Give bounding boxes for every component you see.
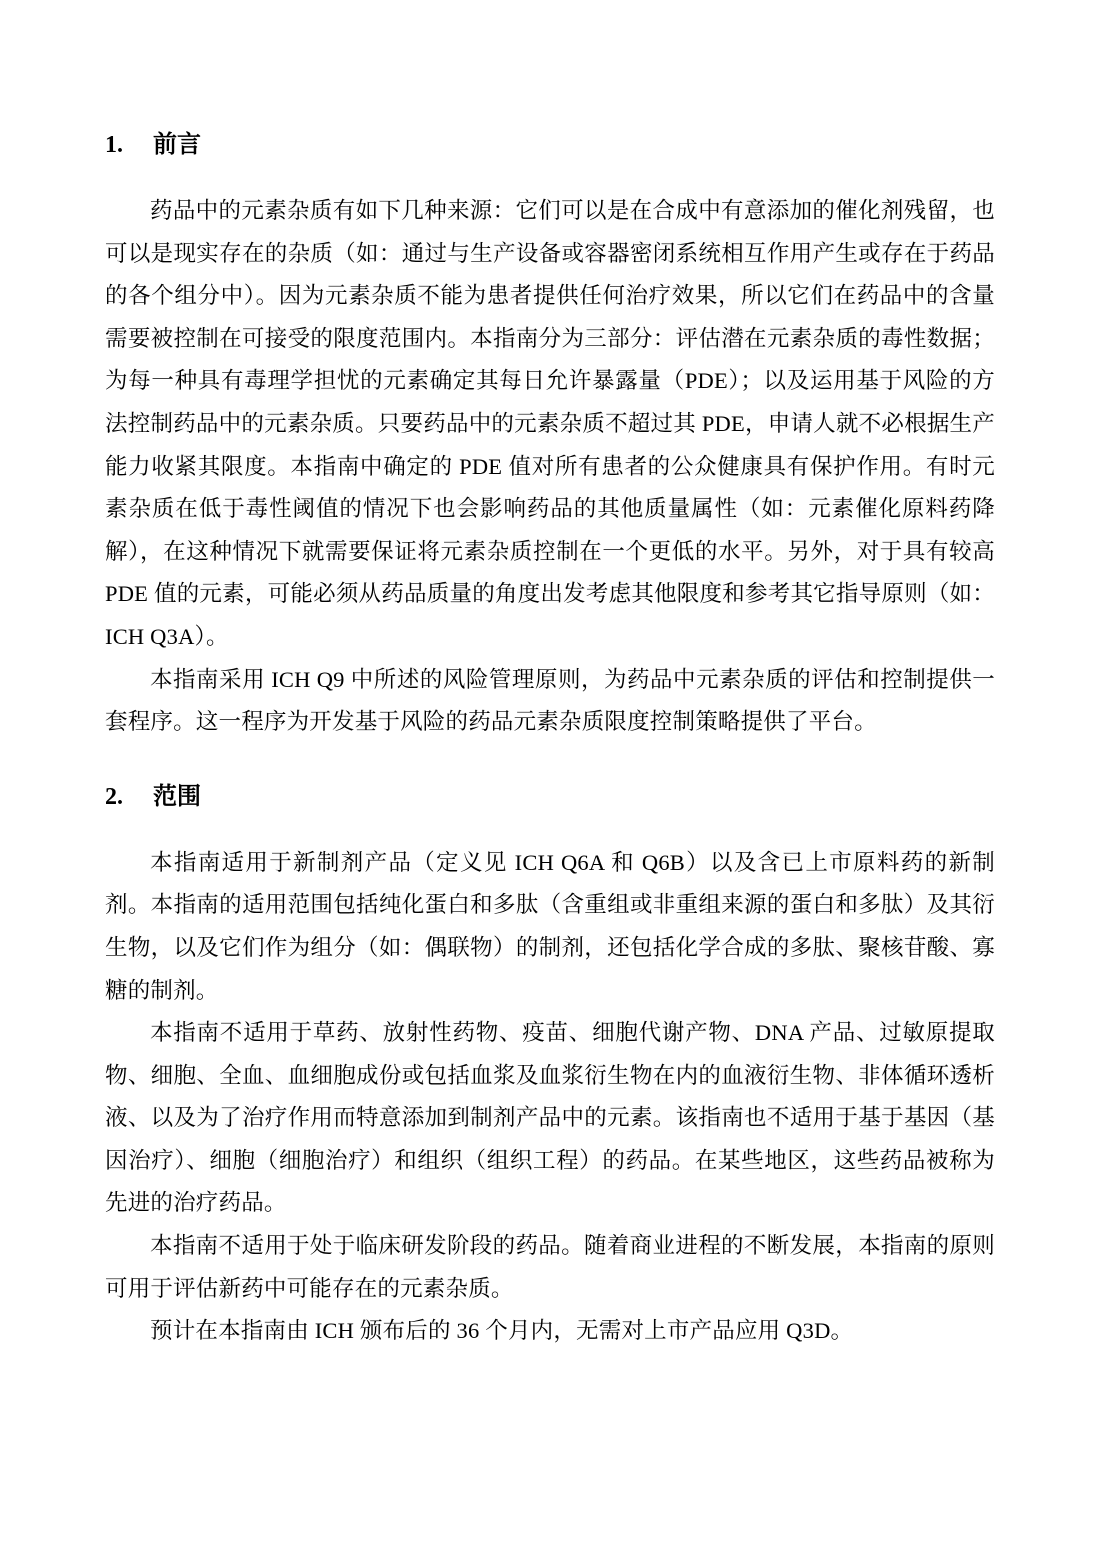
section-scope bbox=[105, 780, 995, 1353]
paragraph-scope-timeline: 预计在本指南由 ICH 颁布后的 36 个月内，无需对上市产品应用 Q3D。 bbox=[150, 1318, 854, 1344]
section-introduction bbox=[105, 128, 995, 744]
paragraph-intro-sources: 药品中的元素杂质有如下几种来源：它们可以是在合成中有意添加的催化剂残留，也可以是现实存在的杂质（如：通过与生产设备或容器密闭系统相互作用产生或存在于药品的各个组分中）。因为元素杂质不能为患者提供任何治疗效果，所以它们在药品中的含量需要被控制在可接受的限度范围内。本指南分为三部分：评估潜在元素杂质的毒性数据；为每一种具有毒理学担忧的元素确定其每日允许暴露量（PDE）；以及运用基于风险的方法控制药品中的元素杂质。只要药品中的元素杂质不超过其 PDE，申请人就不必根据生产能力收紧其限度。本指南中确定的 PDE 值对所有患者的公众健康具有保护作用。有时元素杂质在低于毒性阈值的情况下也会影响药品的其他质量属性（如：元素催化原料药降解），在这种情况下就需要保证将元素杂质控制在一个更低的水平。另外，对于具有较高 PDE 值的元素，可能必须从药品质量的角度出发考虑其他限度和参考其它指导原则（如：ICH Q3A）。 bbox=[105, 198, 995, 649]
section-title: 范围 bbox=[153, 783, 201, 810]
paragraph-scope-exclusions: 本指南不适用于草药、放射性药物、疫苗、细胞代谢产物、DNA 产品、过敏原提取物、细胞、全血、血细胞成份或包括血浆及血浆衍生物在内的血液衍生物、非体循环透析液、以及为了治疗作用而特意添加到制剂产品中的元素。该指南也不适用于基于基因（基因治疗）、细胞（细胞治疗）和组织（组织工程）的药品。在某些地区，这些药品被称为先进的治疗药品。 bbox=[105, 1020, 995, 1216]
section-heading-introduction bbox=[105, 128, 995, 162]
section-number: 2. bbox=[105, 783, 123, 810]
paragraph-scope-clinical: 本指南不适用于处于临床研发阶段的药品。随着商业进程的不断发展，本指南的原则可用于评估新药中可能存在的元素杂质。 bbox=[105, 1233, 995, 1301]
paragraph-scope-applies: 本指南适用于新制剂产品（定义见 ICH Q6A 和 Q6B）以及含已上市原料药的新制剂。本指南的适用范围包括纯化蛋白和多肽（含重组或非重组来源的蛋白和多肽）及其衍生物，以及它们作为组分（如：偶联物）的制剂，还包括化学合成的多肽、聚核苷酸、寡糖的制剂。 bbox=[105, 849, 995, 1003]
section-heading-scope bbox=[105, 780, 995, 814]
section-number: 1. bbox=[105, 132, 123, 158]
section-title: 前言 bbox=[153, 132, 201, 158]
paragraph-intro-ich-q9: 本指南采用 ICH Q9 中所述的风险管理原则，为药品中元素杂质的评估和控制提供一套程序。这一程序为开发基于风险的药品元素杂质限度控制策略提供了平台。 bbox=[105, 666, 995, 735]
